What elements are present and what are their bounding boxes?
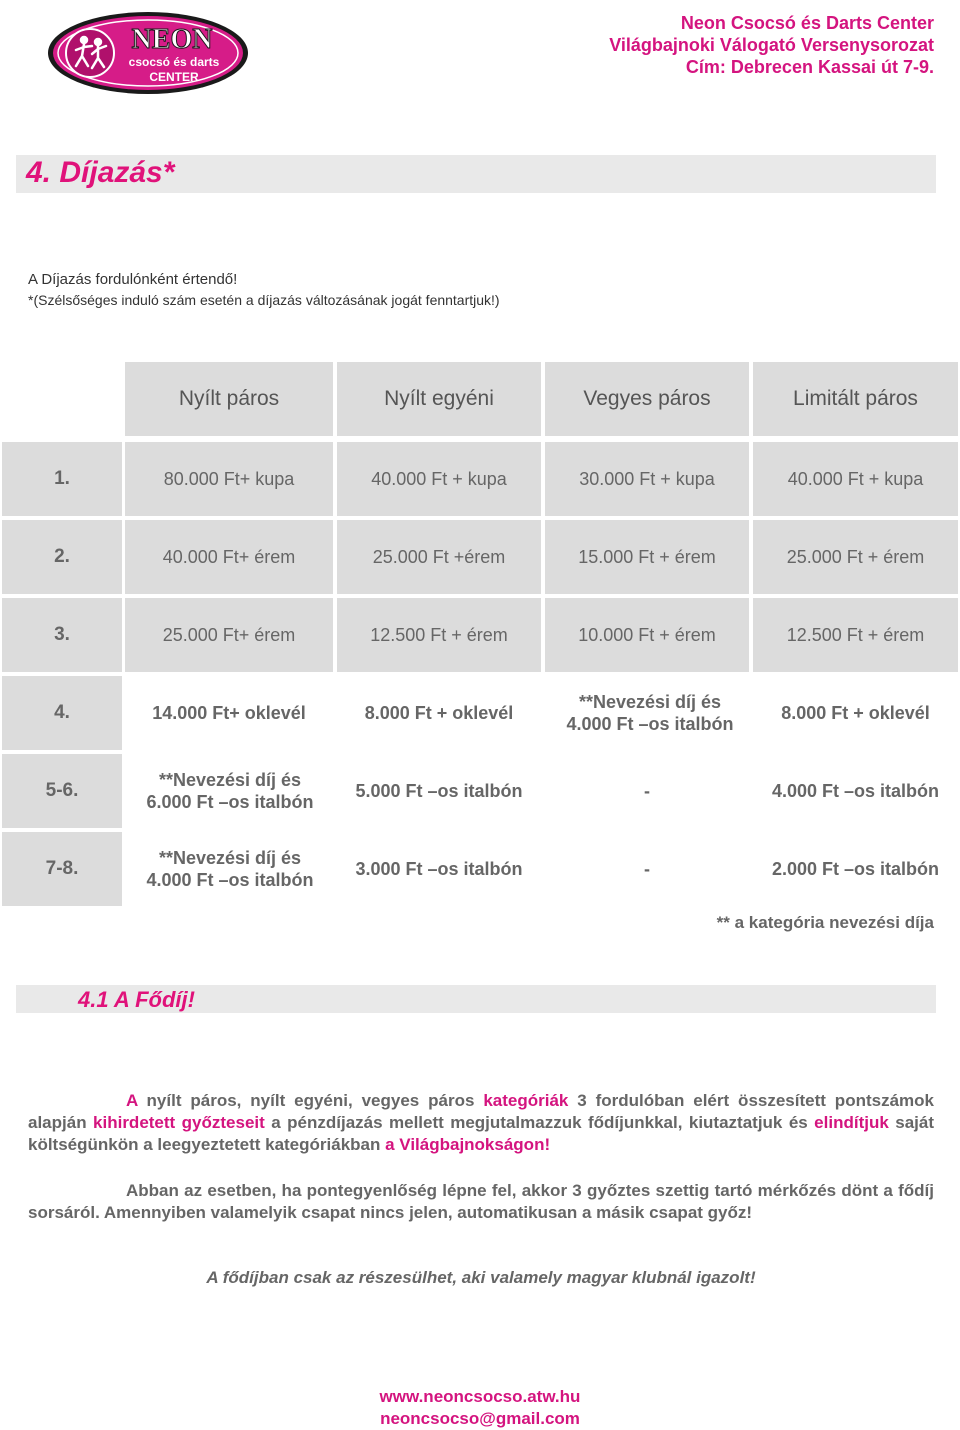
svg-text:csocsó és darts: csocsó és darts [128,55,220,69]
prize-cell: 12.500 Ft + érem [337,598,541,672]
prize-cell: 3.000 Ft –os italbón [355,859,523,879]
prize-cell: 14.000 Ft+ oklevél [152,703,306,723]
svg-text:NEON: NEON [131,24,213,55]
section-heading-prizes [16,155,936,193]
prize-cell: 15.000 Ft + érem [545,520,749,594]
prize-cell: 12.500 Ft + érem [753,598,958,672]
prize-cell: 40.000 Ft + kupa [337,442,541,516]
rank-cell: 3. [2,598,122,672]
prize-cell: **Nevezési díj és 6.000 Ft –os italbón [146,770,314,812]
eligibility-note: A fődíjban csak az részesülhet, aki valamely magyar klubnál igazolt! [206,1268,756,1287]
rank-cell: 4. [2,676,122,750]
tiebreak-paragraph: Abban az esetben, ha pontegyenlőség lépne fel, akkor 3 győztes szettig tartó mérkőzés dönt a fődíj sorsáról. Amennyiben valamelyik csapat nincs jelen, automatikusan a másik csapat győz! [28,1181,934,1222]
rank-cell: 7-8. [2,832,122,906]
text-run: győzteseit [181,1113,265,1132]
table-footnote: ** a kategória nevezési díja [716,913,934,932]
header-address: Cím: Debrecen Kassai út 7-9. [685,57,934,77]
prize-cell: **Nevezési díj és 4.000 Ft –os italbón [146,848,314,890]
email-link[interactable]: neoncsocso@gmail.com [380,1409,580,1428]
prize-cell: 25.000 Ft+ érem [125,598,333,672]
column-header: Nyílt egyéni [337,362,541,436]
text-run: a Világbajnokságon! [385,1135,551,1154]
text-run: saját költségünkön a leegyeztetett kategóriákban [28,1113,934,1154]
prize-cell: 40.000 Ft + kupa [753,442,958,516]
prize-cell: 8.000 Ft + oklevél [781,703,930,723]
website-link[interactable]: www.neoncsocso.atw.hu [379,1387,581,1406]
prize-cell: 8.000 Ft + oklevél [364,703,514,723]
column-header: Vegyes páros [545,362,749,436]
header-info [609,12,934,78]
prize-cell: 25.000 Ft +érem [337,520,541,594]
intro-disclaimer: *(Szélsőséges induló szám esetén a díjazás változásának jogát fenntartjuk!) [28,292,500,308]
prize-cell: 30.000 Ft + kupa [545,442,749,516]
svg-text:CENTER: CENTER [149,70,199,84]
prize-cell: 25.000 Ft + érem [753,520,958,594]
text-run: A [126,1091,138,1110]
section-title: 4.1 A Fődíj! [78,987,195,1012]
rank-cell: 1. [2,442,122,516]
prize-cell: 80.000 Ft+ kupa [125,442,333,516]
section-title: 4. Díjazás* [26,156,175,189]
prize-cell: 4.000 Ft –os italbón [771,781,940,801]
intro-line: A Díjazás fordulónként értendő! [28,271,238,288]
section-heading-grand-prize [16,985,936,1013]
intro-text [28,270,500,310]
grand-prize-paragraph [28,1090,934,1156]
header-title: Neon Csocsó és Darts Center [680,13,934,33]
text-run: 3 fordulóban elért összesített pontszámok alapján [28,1091,934,1132]
prize-cell: 40.000 Ft+ érem [125,520,333,594]
prize-cell: **Nevezési díj és 4.000 Ft –os italbón [566,692,734,734]
header-subtitle: Világbajnoki Válogató Versenysorozat [609,35,934,55]
prize-cell: 2.000 Ft –os italbón [771,859,940,879]
text-run: kihirdetett [93,1113,176,1132]
rank-cell: 5-6. [2,754,122,828]
prize-cell: 5.000 Ft –os italbón [355,781,523,801]
column-header: Nyílt páros [125,362,333,436]
column-header: Limitált páros [753,362,958,436]
text-run: a pénzdíjazás mellett megjutalmazzuk fődíjunkkal, kiutaztatjuk és [264,1113,815,1132]
prize-cell: 10.000 Ft + érem [545,598,749,672]
prize-cell: - [644,781,650,801]
footer-contact [0,1386,960,1430]
text-run: nyílt páros, nyílt egyéni, vegyes páros [137,1091,484,1110]
prize-cell: - [644,859,650,879]
text-run: kategóriák [483,1091,569,1110]
neon-logo [46,10,250,96]
rank-cell: 2. [2,520,122,594]
text-run: elindítjuk [814,1113,889,1132]
